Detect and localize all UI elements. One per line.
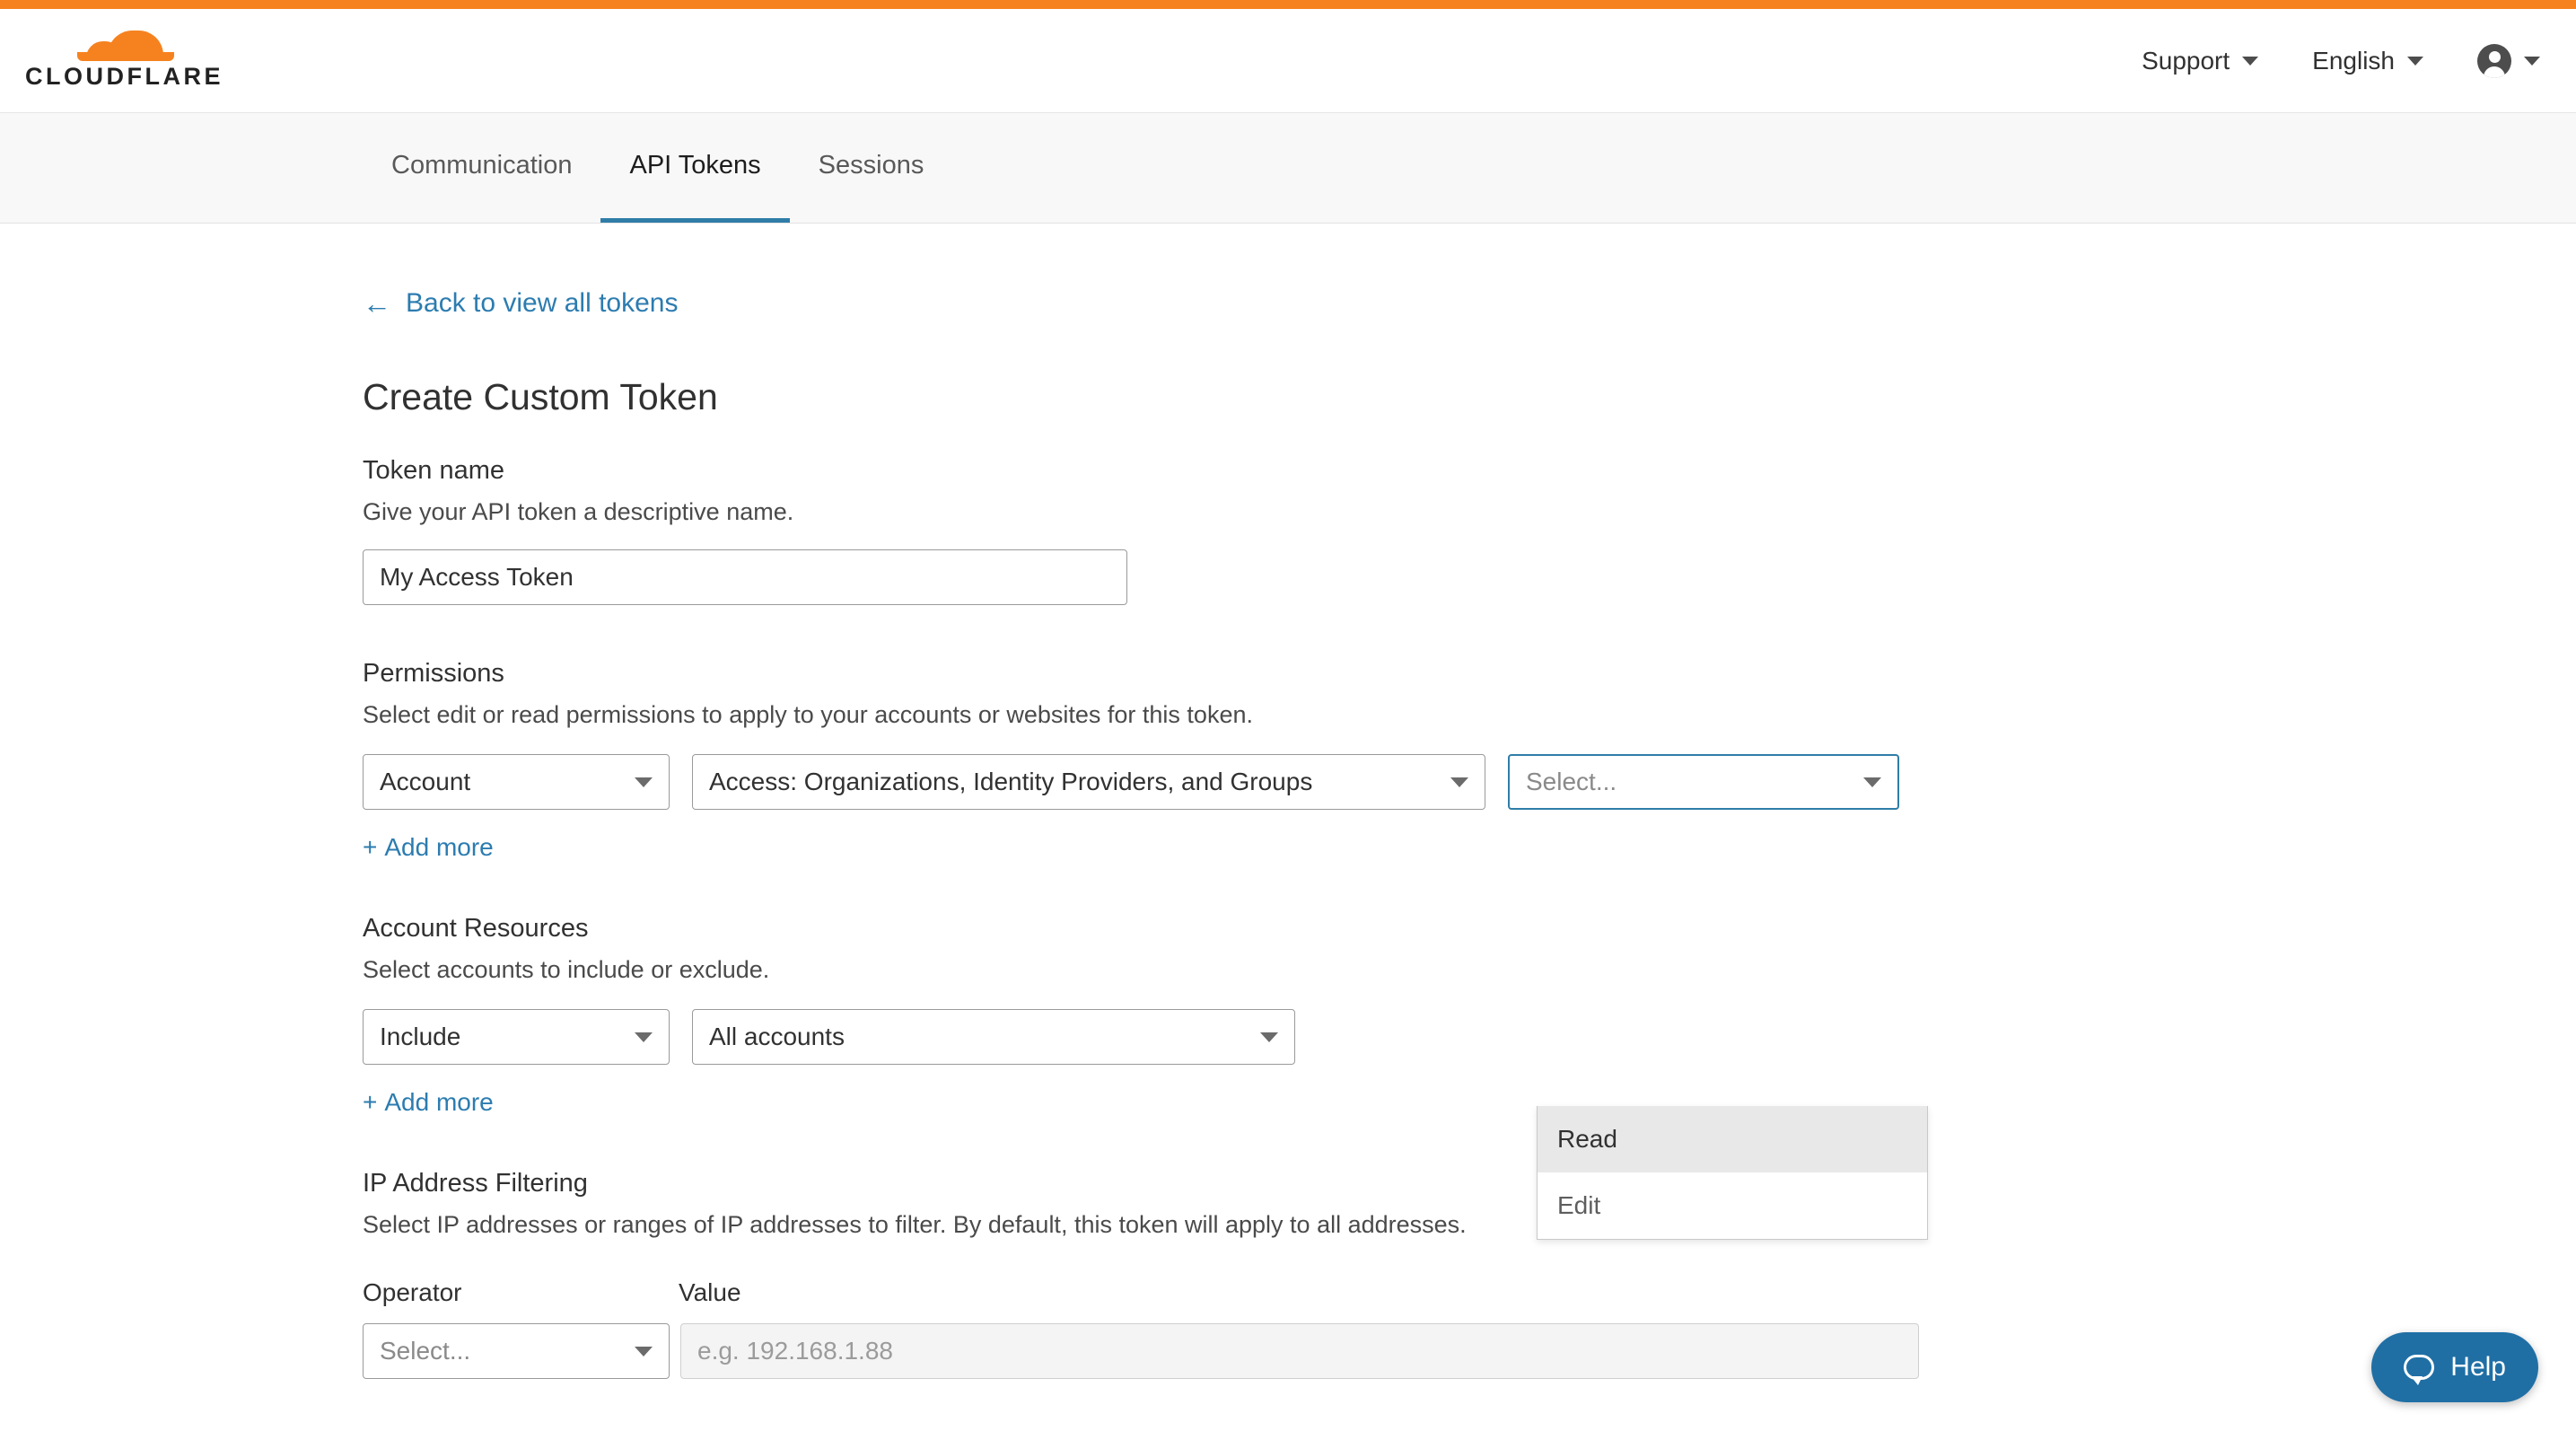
dropdown-option-edit[interactable] <box>1538 1172 1927 1239</box>
account-resources-row <box>363 1009 2576 1065</box>
permission-level-dropdown <box>1537 1106 1928 1240</box>
tab-bar <box>0 113 2576 224</box>
account-resources-label: Account Resources <box>363 914 589 943</box>
top-accent-bar <box>0 0 2576 9</box>
permissions-row <box>363 754 2576 810</box>
token-name-input[interactable] <box>363 549 1127 605</box>
ip-value-label: Value <box>679 1278 741 1306</box>
back-to-all-tokens-link[interactable] <box>363 288 678 319</box>
support-menu[interactable] <box>2142 47 2258 75</box>
permission-group-select[interactable] <box>363 754 670 810</box>
account-menu[interactable] <box>2477 44 2540 78</box>
support-label: Support <box>2142 46 2230 75</box>
page-title: Create Custom Token <box>363 376 718 417</box>
permissions-add-more-button[interactable] <box>363 833 494 862</box>
ip-operator-select[interactable] <box>363 1323 670 1379</box>
permission-scope-select[interactable] <box>692 754 1485 810</box>
ip-filtering-help: Select IP addresses or ranges of IP addresses to filter. By default, this token will apply to all addresses. <box>363 1211 1467 1238</box>
ip-value-placeholder: e.g. 192.168.1.88 <box>697 1337 893 1365</box>
account-resources-accounts-select[interactable] <box>692 1009 1295 1065</box>
tab-sessions[interactable] <box>790 113 953 223</box>
permission-level-select[interactable] <box>1508 754 1899 810</box>
tab-sessions-label: Sessions <box>818 151 924 180</box>
app-header <box>0 9 2576 113</box>
ip-filtering-row <box>363 1323 2576 1379</box>
account-resources-add-more-label: Add more <box>384 1088 494 1116</box>
user-circle-icon <box>2477 44 2511 78</box>
chevron-down-icon <box>635 777 653 787</box>
chat-bubble-icon <box>2404 1355 2434 1380</box>
permissions-add-more-label: Add more <box>384 833 494 861</box>
tab-api-tokens[interactable] <box>600 113 789 223</box>
chevron-down-icon <box>635 1032 653 1042</box>
tab-api-tokens-label: API Tokens <box>629 151 761 180</box>
ip-filtering-column-headers <box>363 1278 2576 1307</box>
arrow-left-icon: ← <box>363 287 391 320</box>
plus-icon: + <box>363 833 378 861</box>
chevron-down-icon <box>635 1347 653 1356</box>
dropdown-option-read-label: Read <box>1557 1125 1617 1153</box>
chevron-down-icon <box>1863 777 1881 787</box>
chevron-down-icon <box>2407 57 2423 66</box>
language-label: English <box>2312 46 2395 75</box>
dropdown-option-edit-label: Edit <box>1557 1191 1601 1219</box>
token-name-label: Token name <box>363 456 504 485</box>
token-name-help: Give your API token a descriptive name. <box>363 498 794 525</box>
cloud-icon <box>70 31 178 61</box>
chevron-down-icon <box>1450 777 1468 787</box>
language-menu[interactable] <box>2312 47 2423 75</box>
ip-operator-value: Select... <box>380 1337 471 1365</box>
permission-group-value: Account <box>380 768 471 795</box>
ip-value-input[interactable] <box>680 1323 1919 1379</box>
header-actions <box>2142 44 2540 78</box>
permissions-label: Permissions <box>363 659 504 688</box>
tab-communication[interactable] <box>363 113 600 223</box>
permission-level-value: Select... <box>1526 768 1617 795</box>
logo-wordmark: CLOUDFLARE <box>25 63 223 90</box>
account-resources-accounts-value: All accounts <box>709 1023 845 1050</box>
account-resources-include-value: Include <box>380 1023 461 1050</box>
chevron-down-icon <box>1260 1032 1278 1042</box>
account-resources-add-more-button[interactable] <box>363 1088 494 1117</box>
help-widget-label: Help <box>2450 1352 2506 1382</box>
chevron-down-icon <box>2242 57 2258 66</box>
tab-communication-label: Communication <box>391 151 573 180</box>
permission-scope-value: Access: Organizations, Identity Providers, and Groups <box>709 768 1313 795</box>
chevron-down-icon <box>2524 57 2540 66</box>
plus-icon: + <box>363 1088 378 1116</box>
account-resources-include-select[interactable] <box>363 1009 670 1065</box>
permissions-help: Select edit or read permissions to apply to your accounts or websites for this token. <box>363 701 1253 728</box>
cloudflare-logo[interactable] <box>25 31 223 91</box>
dropdown-option-read[interactable] <box>1538 1106 1927 1172</box>
back-link-label: Back to view all tokens <box>406 288 679 318</box>
help-widget-button[interactable] <box>2371 1332 2538 1402</box>
token-name-value: My Access Token <box>380 563 574 591</box>
account-resources-help: Select accounts to include or exclude. <box>363 956 770 983</box>
ip-filtering-label: IP Address Filtering <box>363 1169 588 1198</box>
main-content <box>0 288 2576 1379</box>
ip-operator-label: Operator <box>363 1278 462 1306</box>
